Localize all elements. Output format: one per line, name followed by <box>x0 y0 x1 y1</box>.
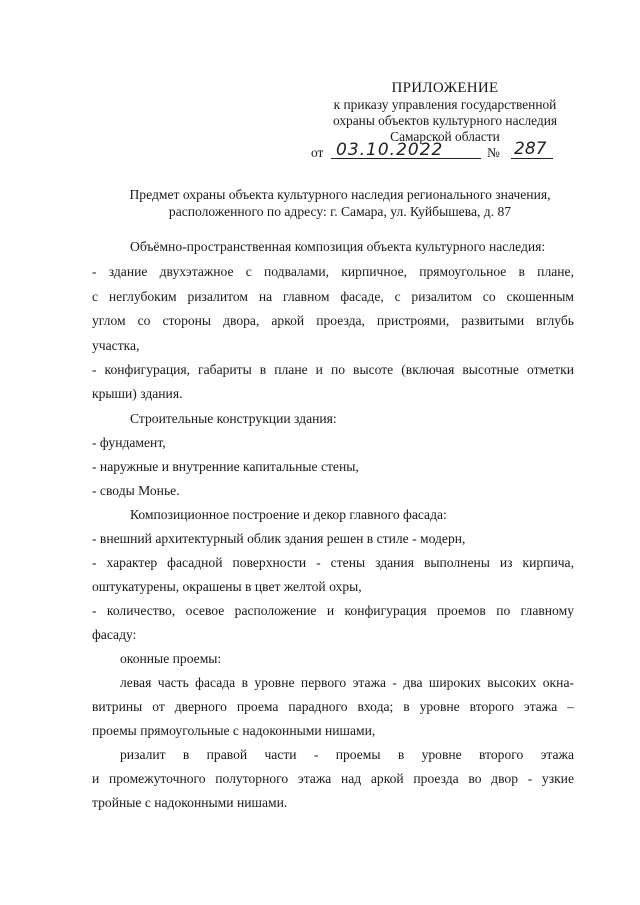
subject-line-1: Предмет охраны объекта культурного наследия регионального значения, <box>129 187 551 202</box>
number-label: № <box>487 145 500 160</box>
body-line: оштукатурены, окрашены в цвет желтой охры, <box>92 579 362 594</box>
body-line: тройные с надоконными нишами. <box>92 795 288 810</box>
subject-line-2: расположенного по адресу: г. Самара, ул. Куйбышева, д. 87 <box>168 204 512 219</box>
body-line: участка, <box>92 338 140 353</box>
body-line: проемы прямоугольные с надоконными нишами, <box>92 723 376 738</box>
appendix-line-3: Самарской области <box>390 129 500 144</box>
appendix-line-1: к приказу управления государственной <box>333 97 557 112</box>
body-line: углом со стороны двора, аркой проезда, пристроями, развитыми вглубь <box>92 313 574 328</box>
body-line: и промежуточного полуторного этажа над аркой проезда во двор - узкие <box>92 771 574 786</box>
body-line: левая часть фасада в уровне первого этажа - два широких высоких окна- <box>120 675 574 690</box>
body-line: - фундамент, <box>92 435 166 450</box>
body-line: - количество, осевое расположение и конфигурация проемов по главному <box>92 603 574 618</box>
section-heading-structures: Строительные конструкции здания: <box>130 411 337 426</box>
section-heading-composition: Объёмно-пространственная композиция объекта культурного наследия: <box>130 239 546 254</box>
section-heading-facade: Композиционное построение и декор главного фасада: <box>130 507 447 522</box>
from-label: от <box>311 145 324 160</box>
body-line: - своды Монье. <box>92 483 180 498</box>
body-line: витрины от дверного проема парадного входа; в уровне второго этажа – <box>92 699 574 714</box>
handwritten-date: 03.10.2022 <box>336 140 444 160</box>
body-line: - внешний архитектурный облик здания решен в стиле - модерн, <box>92 531 466 546</box>
body-line: с неглубоким ризалитом на главном фасаде, с ризалитом со скошенным <box>92 289 574 304</box>
body-line: ризалит в правой части - проемы в уровне второго этажа <box>120 747 574 762</box>
appendix-line-2: охраны объектов культурного наследия <box>332 113 558 128</box>
body-line: крыши) здания. <box>92 386 183 401</box>
body-line: - здание двухэтажное с подвалами, кирпичное, прямоугольное в плане, <box>92 264 574 279</box>
handwritten-number: 287 <box>514 139 547 159</box>
body-line: - характер фасадной поверхности - стены здания выполнены из кирпича, <box>92 555 574 570</box>
subheading-window-openings: оконные проемы: <box>120 651 222 666</box>
body-line: фасаду: <box>92 627 137 642</box>
body-line: - наружные и внутренние капитальные стены, <box>92 459 359 474</box>
body-line: - конфигурация, габариты в плане и по высоте (включая высотные отметки <box>92 362 574 377</box>
appendix-title: ПРИЛОЖЕНИЕ <box>391 80 499 96</box>
order-reference <box>311 139 581 162</box>
